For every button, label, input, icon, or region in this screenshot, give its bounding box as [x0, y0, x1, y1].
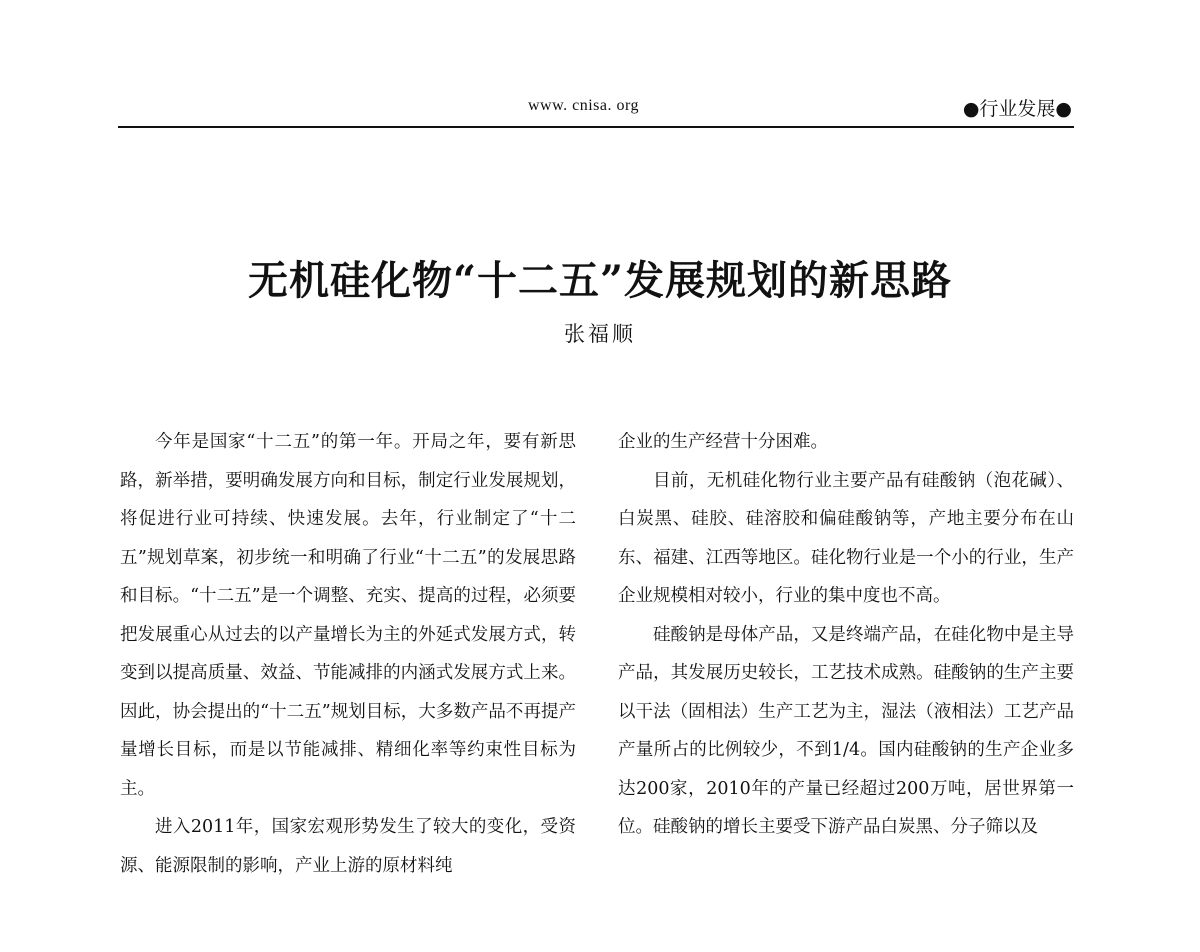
section-label: ●行业发展●: [962, 98, 1072, 120]
left-column: [120, 423, 576, 885]
paragraph: 今年是国家“十二五”的第一年。开局之年，要有新思路，新举措，要明确发展方向和目标，制定行业发展规划，将促进行业可持续、快速发展。去年，行业制定了“十二五”规划草案，初步统一和明确了行业“十二五”的发展思路和目标。“十二五”是一个调整、充实、提高的过程，必须要把发展重心从过去的以产量增长为主的外延式发展方式，转变到以提高质量、效益、节能减排的内涵式发展方式上来。因此，协会提出的“十二五”规划目标，大多数产品不再提产量增长目标，而是以节能减排、精细化率等约束性目标为主。: [120, 432, 576, 799]
journal-website: www. cnisa. org: [528, 97, 640, 114]
paragraph-continuation: 企业的生产经营十分困难。: [618, 432, 828, 452]
paragraph: 目前，无机硅化物行业主要产品有硅酸钠（泡花碱）、白炭黑、硅胶、硅溶胶和偏硅酸钠等，产地主要分布在山东、福建、江西等地区。硅化物行业是一个小的行业，生产企业规模相对较小，行业的集中度也不高。: [618, 470, 1074, 606]
article-author: 张福顺: [564, 322, 636, 346]
right-column: [618, 423, 1074, 847]
article-title: 无机硅化物“十二五”发展规划的新思路: [247, 256, 952, 304]
paragraph: 硅酸钠是母体产品，又是终端产品，在硅化物中是主导产品，其发展历史较长，工艺技术成熟。硅酸钠的生产主要以干法（固相法）生产工艺为主，湿法（液相法）工艺产品产量所占的比例较少，不到1/4。国内硅酸钠的生产企业多达200家，2010年的产量已经超过200万吨，居世界第一位。硅酸钠的增长主要受下游产品白炭黑、分子筛以及: [618, 624, 1074, 837]
header-divider: [118, 126, 1074, 128]
paragraph: 进入2011年，国家宏观形势发生了较大的变化，受资源、能源限制的影响，产业上游的原材料纯: [120, 817, 576, 876]
